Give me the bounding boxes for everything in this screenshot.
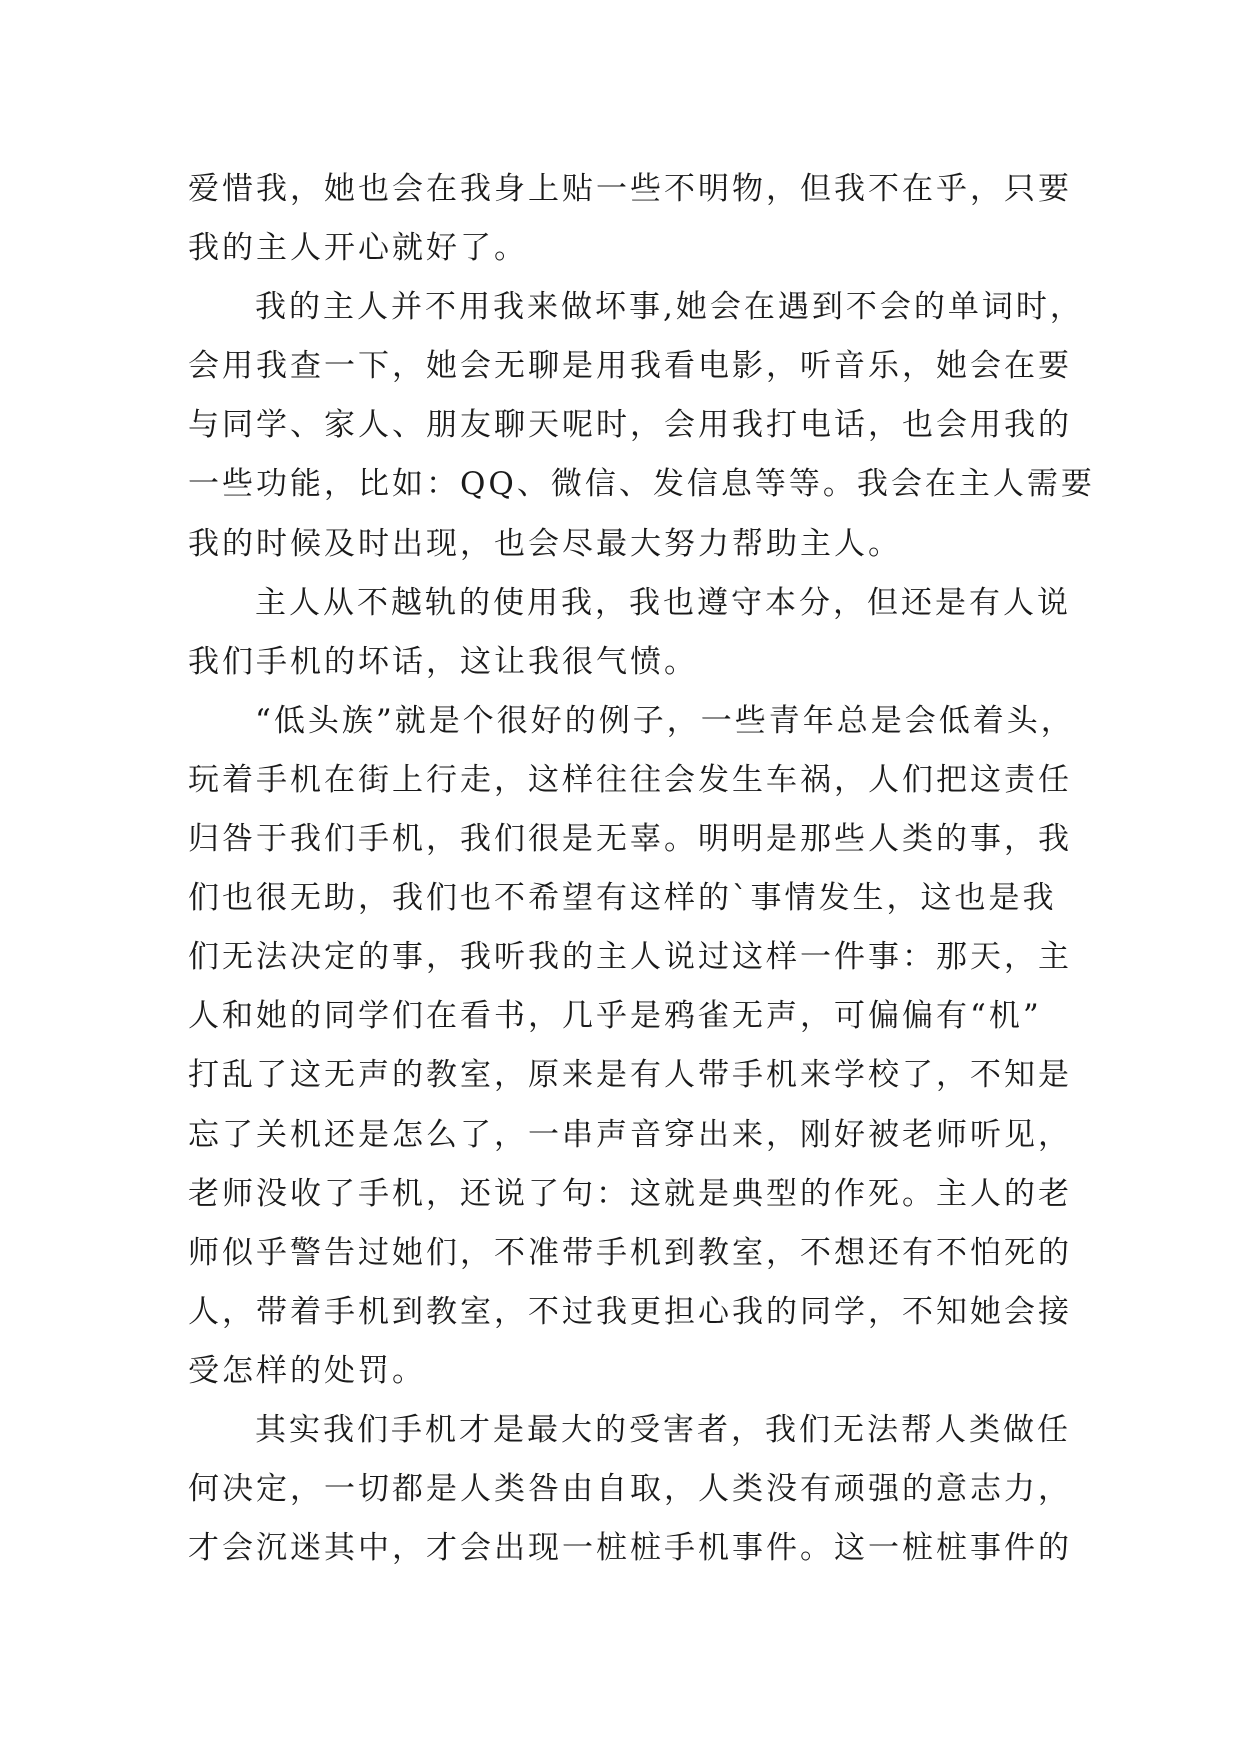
text-line: 们无法决定的事，我听我的主人说过这样一件事：那天，主 (188, 939, 1072, 976)
text-line: 我的时候及时出现，也会尽最大努力帮助主人。 (188, 525, 902, 562)
text-line: 我的主人开心就好了。 (188, 230, 528, 267)
text-line: 何决定，一切都是人类咎由自取，人类没有顽强的意志力， (188, 1471, 1072, 1508)
text-line: 我的主人并不用我来做坏事,她会在遇到不会的单词时， (255, 289, 1084, 326)
text-line: 会用我查一下，她会无聊是用我看电影，听音乐，她会在要 (188, 348, 1072, 385)
text-line: 玩着手机在街上行走，这样往往会发生车祸，人们把这责任 (188, 761, 1072, 798)
text-line: 其实我们手机才是最大的受害者，我们无法帮人类做任 (255, 1411, 1071, 1448)
text-line: 人，带着手机到教室，不过我更担心我的同学，不知她会接 (188, 1293, 1072, 1330)
text-line: 才会沉迷其中，才会出现一桩桩手机事件。这一桩桩事件的 (188, 1530, 1072, 1567)
text-line: 归咎于我们手机，我们很是无辜。明明是那些人类的事，我 (188, 821, 1072, 858)
text-line: 打乱了这无声的教室，原来是有人带手机来学校了，不知是 (188, 1057, 1072, 1094)
text-line: 主人从不越轨的使用我，我也遵守本分，但还是有人说 (255, 584, 1071, 621)
text-line: 与同学、家人、朋友聊天呢时，会用我打电话，也会用我的 (188, 407, 1072, 444)
text-line: 老师没收了手机，还说了句：这就是典型的作死。主人的老 (188, 1175, 1072, 1212)
text-line: “低头族”就是个很好的例子，一些青年总是会低着头， (255, 702, 1075, 739)
text-line: 们也很无助，我们也不希望有这样的`事情发生，这也是我 (188, 880, 1057, 917)
text-line: 一些功能，比如：QQ、微信、发信息等等。我会在主人需要 (188, 466, 1095, 503)
text-line: 受怎样的处罚。 (188, 1352, 426, 1389)
text-line: 师似乎警告过她们，不准带手机到教室，不想还有不怕死的 (188, 1234, 1072, 1271)
text-line: 人和她的同学们在看书，几乎是鸦雀无声，可偏偏有“机” (188, 998, 1042, 1035)
text-line: 爱惜我，她也会在我身上贴一些不明物，但我不在乎，只要 (188, 171, 1072, 207)
document-body (188, 160, 1095, 1578)
text-line: 忘了关机还是怎么了，一串声音穿出来，刚好被老师听见， (188, 1116, 1072, 1153)
text-line: 我们手机的坏话，这让我很气愤。 (188, 643, 698, 680)
